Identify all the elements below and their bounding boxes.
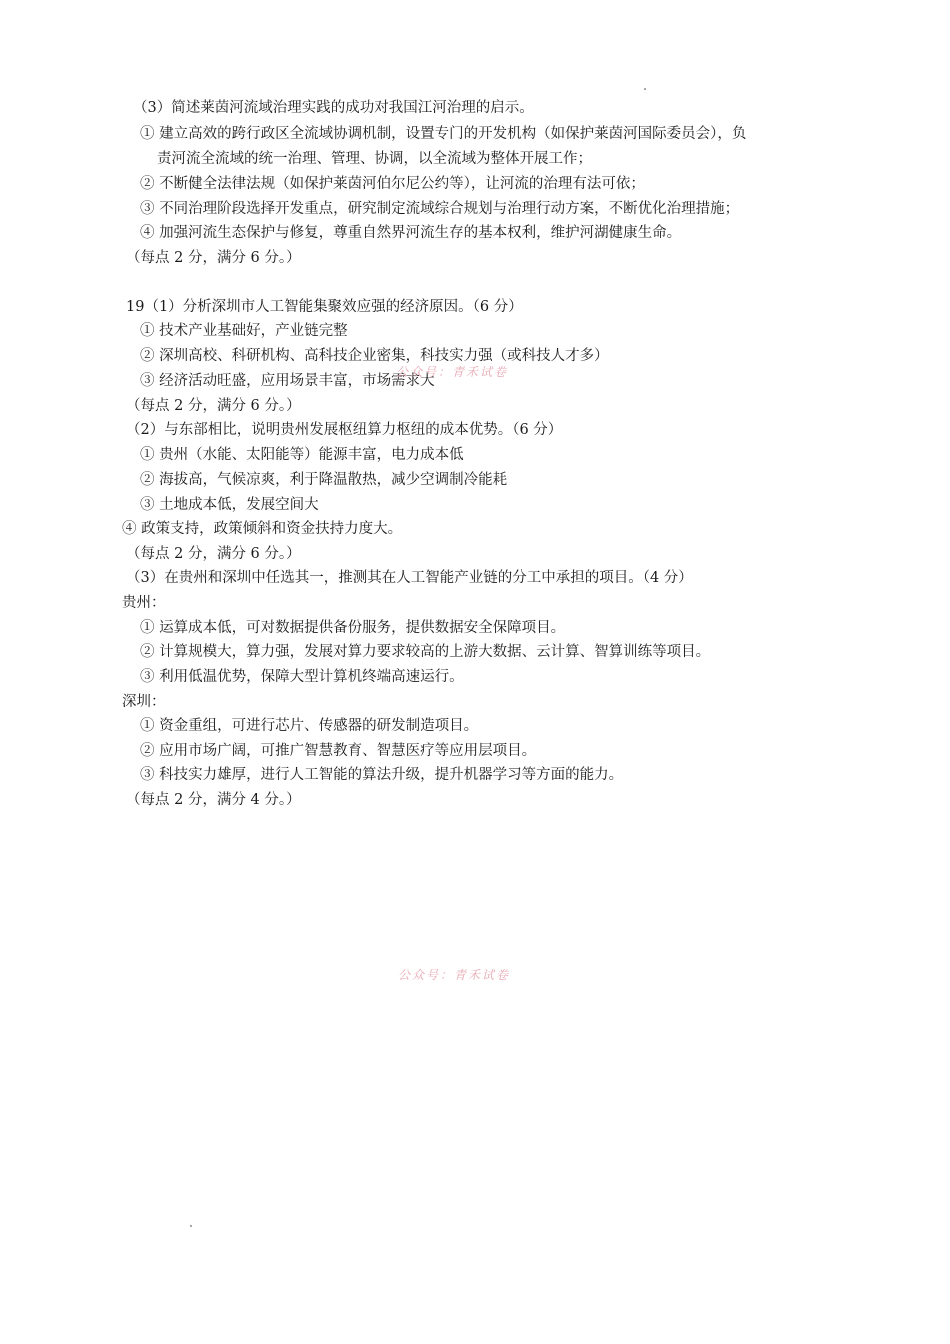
q3-score: （每点 2 分，满分 6 分。） [126, 250, 301, 266]
q19-1-item-2: ② 深圳高校、科研机构、高科技企业密集，科技实力强（或科技人才多） [140, 348, 609, 364]
q19-2-question: （2）与东部相比，说明贵州发展枢纽算力枢纽的成本优势。（6 分） [126, 422, 563, 438]
shenzhen-item-2: ② 应用市场广阔，可推广智慧教育、智慧医疗等应用层项目。 [140, 743, 537, 759]
shenzhen-item-3: ③ 科技实力雄厚，进行人工智能的算法升级，提升机器学习等方面的能力。 [140, 767, 624, 783]
q3-item-1: ① 建立高效的跨行政区全流域协调机制，设置专门的开发机构（如保护莱茵河国际委员会），负 [140, 126, 747, 142]
guizhou-label: 贵州： [122, 595, 166, 611]
q3-question: （3）简述莱茵河流域治理实践的成功对我国江河治理的启示。 [133, 100, 534, 116]
watermark-text: 公众号：青禾试卷 [398, 968, 511, 982]
q19-2-item-3: ③ 土地成本低，发展空间大 [140, 497, 319, 513]
q3-item-1-cont: 责河流全流域的统一治理、管理、协调，以全流域为整体开展工作； [157, 151, 592, 167]
guizhou-item-2: ② 计算规模大，算力强，发展对算力要求较高的上游大数据、云计算、智算训练等项目。 [140, 644, 711, 660]
q3-item-2: ② 不断健全法律法规（如保护莱茵河伯尔尼公约等），让河流的治理有法可依； [140, 176, 645, 192]
q19-2-item-2: ② 海拔高，气候凉爽，利于降温散热，减少空调制冷能耗 [140, 472, 508, 488]
watermark-text: 公众号：青禾试卷 [396, 365, 509, 379]
q19-1-item-3: ③ 经济活动旺盛，应用场景丰富，市场需求大 [140, 373, 435, 389]
q19-2-item-4: ④ 政策支持，政策倾斜和资金扶持力度大。 [122, 521, 403, 537]
guizhou-item-3: ③ 利用低温优势，保障大型计算机终端高速运行。 [140, 669, 464, 685]
q3-item-4: ④ 加强河流生态保护与修复，尊重自然界河流生存的基本权利，维护河湖健康生命。 [140, 225, 682, 241]
q3-item-3: ③ 不同治理阶段选择开发重点，研究制定流域综合规划与治理行动方案，不断优化治理措施； [140, 201, 740, 217]
q19-1-item-1: ① 技术产业基础好，产业链完整 [140, 323, 348, 339]
scan-dot [190, 1225, 192, 1227]
shenzhen-label: 深圳： [122, 694, 166, 710]
q19-3-score: （每点 2 分，满分 4 分。） [126, 792, 301, 808]
q19-1-question: 19（1）分析深圳市人工智能集聚效应强的经济原因。（6 分） [126, 299, 523, 315]
q19-1-score: （每点 2 分，满分 6 分。） [126, 398, 301, 414]
q19-2-item-1: ① 贵州（水能、太阳能等）能源丰富，电力成本低 [140, 447, 464, 463]
guizhou-item-1: ① 运算成本低，可对数据提供备份服务，提供数据安全保障项目。 [140, 620, 566, 636]
shenzhen-item-1: ① 资金重组，可进行芯片、传感器的研发制造项目。 [140, 718, 479, 734]
q19-3-question: （3）在贵州和深圳中任选其一，推测其在人工智能产业链的分工中承担的项目。（4 分） [126, 570, 693, 586]
scan-dot [644, 88, 646, 90]
q19-2-score: （每点 2 分，满分 6 分。） [126, 546, 301, 562]
